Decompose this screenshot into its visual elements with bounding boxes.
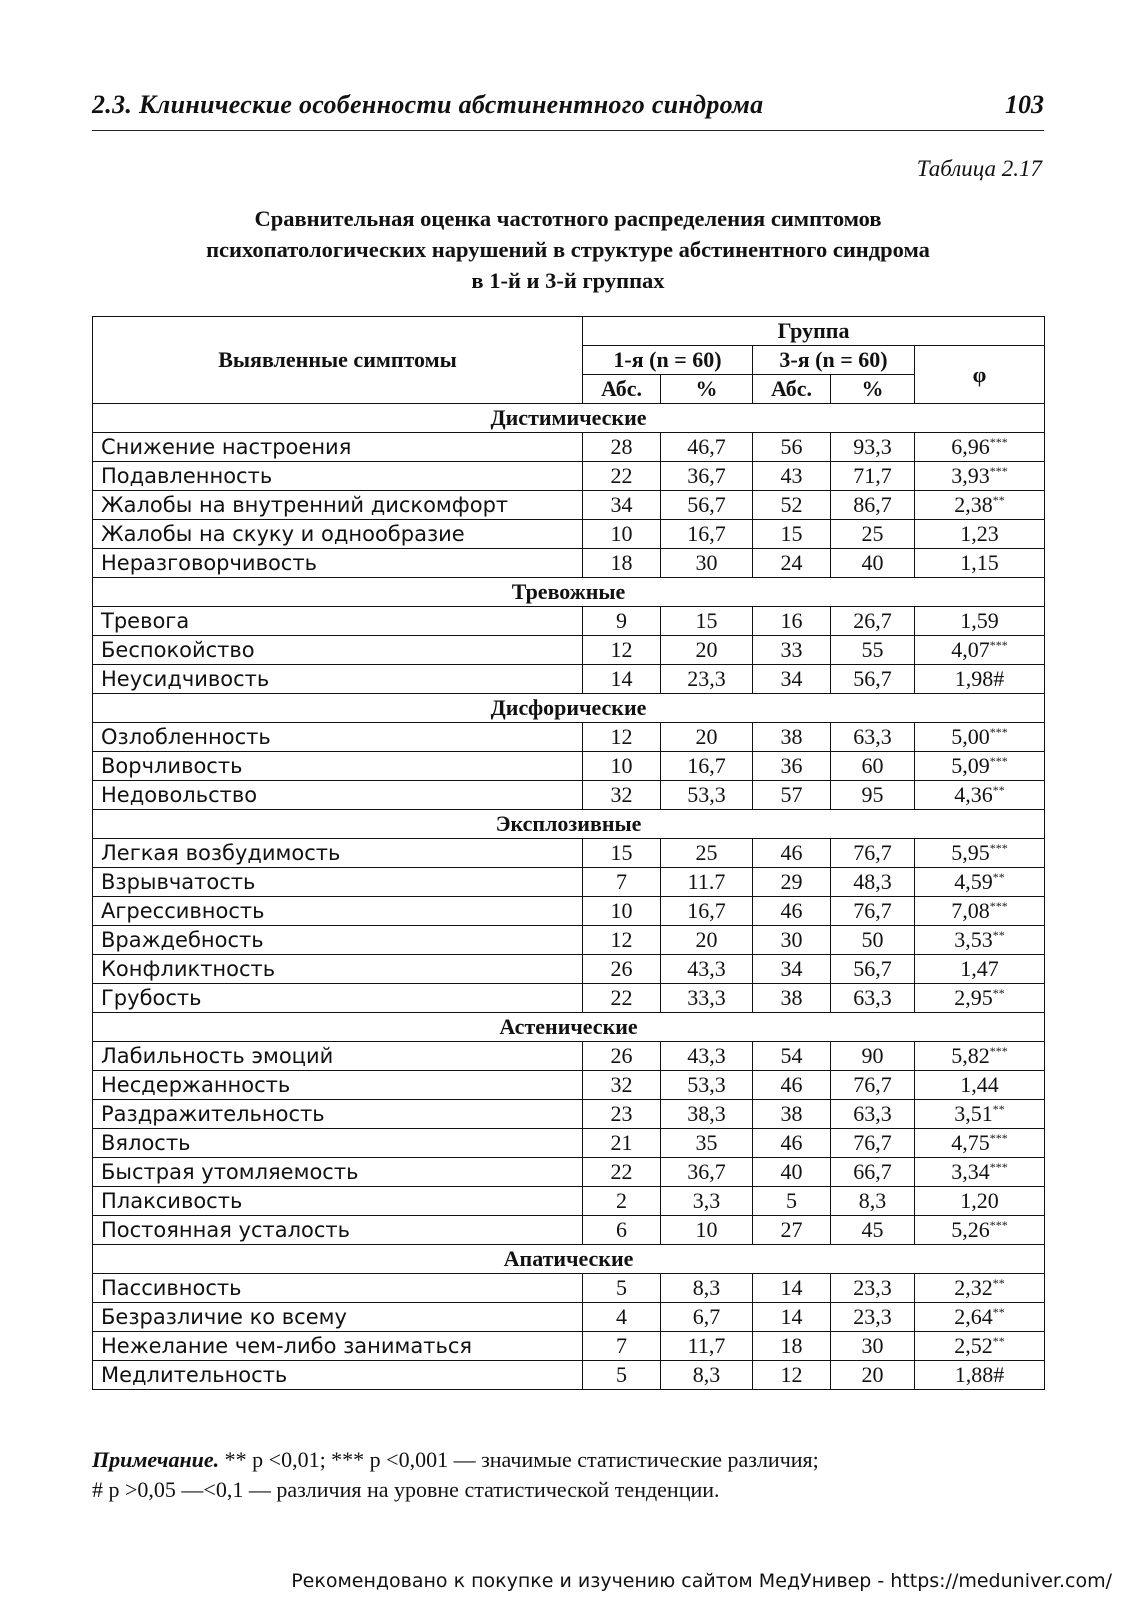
abs-3-cell: 14 (753, 1274, 831, 1303)
abs-1-cell: 12 (583, 926, 661, 955)
significance-mark: ** (992, 928, 1005, 942)
phi-cell (915, 1100, 1045, 1129)
footer-watermark: Рекомендовано к покупке и изучению сайтом МедУнивер - https://meduniver.com/ (291, 1570, 1112, 1592)
pct-3-cell: 76,7 (831, 839, 915, 868)
pct-3-cell: 63,3 (831, 984, 915, 1013)
pct-1-cell: 20 (661, 926, 753, 955)
pct-1-cell: 43,3 (661, 955, 753, 984)
abs-1-cell: 14 (583, 665, 661, 694)
section-row (93, 1245, 1045, 1274)
phi-value: 5,09 (951, 753, 990, 778)
abs-1-cell: 34 (583, 491, 661, 520)
phi-value: 5,26 (951, 1217, 990, 1242)
pct-1-cell: 53,3 (661, 1071, 753, 1100)
phi-cell (915, 1303, 1045, 1332)
pct-1-cell: 43,3 (661, 1042, 753, 1071)
table-row (93, 1187, 1045, 1216)
abs-1-cell: 10 (583, 897, 661, 926)
pct-3-cell: 66,7 (831, 1158, 915, 1187)
pct-3-cell: 95 (831, 781, 915, 810)
significance-mark: ** (992, 986, 1005, 1000)
table-row (93, 665, 1045, 694)
abs-3-cell: 12 (753, 1361, 831, 1390)
significance-mark: *** (989, 725, 1008, 739)
pct-1-cell: 33,3 (661, 984, 753, 1013)
significance-mark: *** (989, 899, 1008, 913)
table-row (93, 433, 1045, 462)
table-row (93, 520, 1045, 549)
phi-cell (915, 868, 1045, 897)
abs-1-cell: 26 (583, 1042, 661, 1071)
running-header (92, 90, 1044, 131)
abs-1-cell: 10 (583, 752, 661, 781)
abs-3-cell: 33 (753, 636, 831, 665)
phi-value: 3,51 (954, 1101, 993, 1126)
abs-1-cell: 26 (583, 955, 661, 984)
header-group: Группа (583, 317, 1045, 346)
abs-3-cell: 46 (753, 897, 831, 926)
phi-cell (915, 839, 1045, 868)
significance-mark: ** (992, 870, 1005, 884)
abs-1-cell: 18 (583, 549, 661, 578)
phi-cell (915, 1332, 1045, 1361)
table-row (93, 549, 1045, 578)
section-title: Апатические (93, 1245, 1045, 1274)
symptom-cell: Постоянная усталость (93, 1216, 583, 1245)
phi-value: 1,20 (960, 1188, 999, 1213)
pct-1-cell: 15 (661, 607, 753, 636)
table-row (93, 1100, 1045, 1129)
phi-cell (915, 926, 1045, 955)
phi-value: 4,07 (951, 637, 990, 662)
pct-3-cell: 76,7 (831, 1129, 915, 1158)
phi-cell (915, 665, 1045, 694)
significance-mark: ** (992, 493, 1005, 507)
symptoms-table (92, 316, 1045, 1390)
pct-1-cell: 8,3 (661, 1361, 753, 1390)
phi-value: 6,96 (951, 434, 990, 459)
symptom-cell: Неусидчивость (93, 665, 583, 694)
symptom-cell: Неразговорчивость (93, 549, 583, 578)
abs-3-cell: 14 (753, 1303, 831, 1332)
phi-value: 3,53 (954, 927, 993, 952)
significance-mark: *** (989, 464, 1008, 478)
phi-cell (915, 607, 1045, 636)
header-abs: Абс. (583, 375, 661, 404)
significance-mark: *** (989, 754, 1008, 768)
abs-3-cell: 38 (753, 984, 831, 1013)
symptom-cell: Легкая возбудимость (93, 839, 583, 868)
table-row (93, 491, 1045, 520)
pct-3-cell: 8,3 (831, 1187, 915, 1216)
pct-3-cell: 48,3 (831, 868, 915, 897)
caption-line: в 1-й и 3-й группах (471, 268, 665, 293)
phi-cell (915, 1158, 1045, 1187)
header-phi: φ (915, 346, 1045, 404)
section-row (93, 694, 1045, 723)
section-title: Эксплозивные (93, 810, 1045, 839)
pct-1-cell: 6,7 (661, 1303, 753, 1332)
symptom-cell: Недовольство (93, 781, 583, 810)
pct-1-cell: 36,7 (661, 462, 753, 491)
header-group-3: 3-я (n = 60) (753, 346, 915, 375)
abs-1-cell: 12 (583, 636, 661, 665)
abs-1-cell: 22 (583, 984, 661, 1013)
pct-1-cell: 38,3 (661, 1100, 753, 1129)
abs-1-cell: 6 (583, 1216, 661, 1245)
table-row (93, 955, 1045, 984)
pct-3-cell: 90 (831, 1042, 915, 1071)
table-row (93, 1216, 1045, 1245)
abs-1-cell: 7 (583, 1332, 661, 1361)
symptom-cell: Грубость (93, 984, 583, 1013)
abs-3-cell: 54 (753, 1042, 831, 1071)
phi-cell (915, 462, 1045, 491)
phi-value: 2,64 (954, 1304, 993, 1329)
abs-3-cell: 34 (753, 955, 831, 984)
table-row (93, 1042, 1045, 1071)
phi-cell (915, 1071, 1045, 1100)
pct-3-cell: 60 (831, 752, 915, 781)
significance-mark: *** (989, 1044, 1008, 1058)
phi-value: 1,98# (954, 666, 1005, 691)
significance-mark: *** (989, 638, 1008, 652)
pct-3-cell: 30 (831, 1332, 915, 1361)
table-row (93, 1361, 1045, 1390)
pct-1-cell: 11.7 (661, 868, 753, 897)
abs-1-cell: 15 (583, 839, 661, 868)
abs-3-cell: 5 (753, 1187, 831, 1216)
phi-cell (915, 1042, 1045, 1071)
phi-value: 5,95 (951, 840, 990, 865)
symptom-cell: Несдержанность (93, 1071, 583, 1100)
header-symptoms: Выявленные симптомы (93, 317, 583, 404)
phi-cell (915, 1274, 1045, 1303)
phi-value: 5,82 (951, 1043, 990, 1068)
pct-3-cell: 23,3 (831, 1303, 915, 1332)
abs-1-cell: 5 (583, 1274, 661, 1303)
pct-1-cell: 35 (661, 1129, 753, 1158)
phi-cell (915, 549, 1045, 578)
pct-3-cell: 25 (831, 520, 915, 549)
pct-1-cell: 46,7 (661, 433, 753, 462)
abs-1-cell: 10 (583, 520, 661, 549)
symptom-cell: Вялость (93, 1129, 583, 1158)
table-row (93, 781, 1045, 810)
phi-cell (915, 636, 1045, 665)
table-note (92, 1445, 1052, 1505)
symptom-cell: Плаксивость (93, 1187, 583, 1216)
symptom-cell: Нежелание чем-либо заниматься (93, 1332, 583, 1361)
table-row (93, 1332, 1045, 1361)
phi-cell (915, 955, 1045, 984)
pct-3-cell: 50 (831, 926, 915, 955)
table-number: Таблица 2.17 (916, 156, 1042, 181)
abs-1-cell: 9 (583, 607, 661, 636)
section-title: Астенические (93, 1013, 1045, 1042)
symptom-cell: Быстрая утомляемость (93, 1158, 583, 1187)
header-group-1: 1-я (n = 60) (583, 346, 753, 375)
phi-value: 1,59 (960, 608, 999, 633)
table-row (93, 926, 1045, 955)
abs-1-cell: 28 (583, 433, 661, 462)
phi-value: 4,36 (954, 782, 993, 807)
pct-1-cell: 25 (661, 839, 753, 868)
note-text-1: ** p <0,01; *** p <0,001 — значимые статистические различия; (219, 1447, 819, 1472)
symptom-cell: Жалобы на внутренний дискомфорт (93, 491, 583, 520)
abs-3-cell: 34 (753, 665, 831, 694)
header-pct: % (661, 375, 753, 404)
pct-3-cell: 63,3 (831, 1100, 915, 1129)
symptom-cell: Раздражительность (93, 1100, 583, 1129)
symptom-cell: Пассивность (93, 1274, 583, 1303)
table-row (93, 607, 1045, 636)
note-line-1 (92, 1445, 1052, 1475)
symptom-cell: Беспокойство (93, 636, 583, 665)
symptom-cell: Конфликтность (93, 955, 583, 984)
pct-3-cell: 71,7 (831, 462, 915, 491)
phi-value: 1,47 (960, 956, 999, 981)
phi-cell (915, 1361, 1045, 1390)
symptom-cell: Снижение настроения (93, 433, 583, 462)
abs-3-cell: 18 (753, 1332, 831, 1361)
abs-1-cell: 22 (583, 462, 661, 491)
table-row (93, 636, 1045, 665)
abs-3-cell: 36 (753, 752, 831, 781)
table-row (93, 897, 1045, 926)
phi-cell (915, 752, 1045, 781)
table-row (93, 1303, 1045, 1332)
phi-value: 2,38 (954, 492, 993, 517)
table-row (93, 1071, 1045, 1100)
pct-1-cell: 16,7 (661, 752, 753, 781)
abs-3-cell: 16 (753, 607, 831, 636)
abs-1-cell: 21 (583, 1129, 661, 1158)
pct-3-cell: 93,3 (831, 433, 915, 462)
significance-mark: ** (992, 1102, 1005, 1116)
pct-3-cell: 45 (831, 1216, 915, 1245)
pct-1-cell: 23,3 (661, 665, 753, 694)
table-row (93, 1129, 1045, 1158)
pct-3-cell: 86,7 (831, 491, 915, 520)
section-row (93, 810, 1045, 839)
pct-3-cell: 20 (831, 1361, 915, 1390)
pct-3-cell: 63,3 (831, 723, 915, 752)
header-pct: % (831, 375, 915, 404)
significance-mark: *** (989, 435, 1008, 449)
abs-3-cell: 38 (753, 723, 831, 752)
table-row (93, 1158, 1045, 1187)
pct-1-cell: 30 (661, 549, 753, 578)
phi-cell (915, 1129, 1045, 1158)
symptom-cell: Враждебность (93, 926, 583, 955)
pct-3-cell: 76,7 (831, 1071, 915, 1100)
pct-1-cell: 20 (661, 636, 753, 665)
pct-1-cell: 8,3 (661, 1274, 753, 1303)
table-row (93, 984, 1045, 1013)
symptom-cell: Лабильность эмоций (93, 1042, 583, 1071)
pct-1-cell: 16,7 (661, 897, 753, 926)
abs-1-cell: 4 (583, 1303, 661, 1332)
symptom-cell: Агрессивность (93, 897, 583, 926)
phi-cell (915, 897, 1045, 926)
symptom-cell: Подавленность (93, 462, 583, 491)
abs-1-cell: 23 (583, 1100, 661, 1129)
section-row (93, 404, 1045, 433)
phi-cell (915, 433, 1045, 462)
pct-3-cell: 56,7 (831, 665, 915, 694)
section-row (93, 578, 1045, 607)
significance-mark: ** (992, 1334, 1005, 1348)
significance-mark: *** (989, 1160, 1008, 1174)
significance-mark: ** (992, 783, 1005, 797)
abs-3-cell: 15 (753, 520, 831, 549)
phi-value: 1,23 (960, 521, 999, 546)
phi-value: 3,34 (951, 1159, 990, 1184)
pct-1-cell: 20 (661, 723, 753, 752)
significance-mark: *** (989, 1131, 1008, 1145)
phi-value: 2,52 (954, 1333, 993, 1358)
abs-3-cell: 52 (753, 491, 831, 520)
symptom-cell: Медлительность (93, 1361, 583, 1390)
pct-1-cell: 16,7 (661, 520, 753, 549)
pct-1-cell: 10 (661, 1216, 753, 1245)
symptom-cell: Озлобленность (93, 723, 583, 752)
table-row (93, 723, 1045, 752)
abs-3-cell: 46 (753, 839, 831, 868)
phi-value: 4,75 (951, 1130, 990, 1155)
abs-3-cell: 40 (753, 1158, 831, 1187)
symptom-cell: Ворчливость (93, 752, 583, 781)
significance-mark: ** (992, 1305, 1005, 1319)
abs-3-cell: 57 (753, 781, 831, 810)
abs-1-cell: 12 (583, 723, 661, 752)
phi-value: 1,15 (960, 550, 999, 575)
section-title: Тревожные (93, 578, 1045, 607)
table-body (93, 404, 1045, 1390)
abs-1-cell: 2 (583, 1187, 661, 1216)
abs-3-cell: 27 (753, 1216, 831, 1245)
pct-3-cell: 55 (831, 636, 915, 665)
caption-line: Сравнительная оценка частотного распределения симптомов (254, 206, 882, 231)
phi-value: 4,59 (954, 869, 993, 894)
abs-3-cell: 30 (753, 926, 831, 955)
symptom-cell: Взрывчатость (93, 868, 583, 897)
page-number: 103 (1005, 90, 1044, 119)
phi-value: 2,95 (954, 985, 993, 1010)
abs-3-cell: 43 (753, 462, 831, 491)
significance-mark: ** (992, 1276, 1005, 1290)
abs-1-cell: 7 (583, 868, 661, 897)
note-text-2: # p >0,05 —<0,1 — различия на уровне статистической тенденции. (92, 1477, 720, 1502)
abs-3-cell: 46 (753, 1129, 831, 1158)
note-label: Примечание. (92, 1447, 220, 1472)
pct-3-cell: 26,7 (831, 607, 915, 636)
phi-value: 7,08 (951, 898, 990, 923)
phi-cell (915, 781, 1045, 810)
phi-cell (915, 1216, 1045, 1245)
symptom-cell: Тревога (93, 607, 583, 636)
section-title: Дисфорические (93, 694, 1045, 723)
header-abs: Абс. (753, 375, 831, 404)
section-title: 2.3. Клинические особенности абстинентного синдрома (92, 90, 764, 119)
significance-mark: *** (989, 841, 1008, 855)
pct-1-cell: 56,7 (661, 491, 753, 520)
abs-1-cell: 32 (583, 1071, 661, 1100)
phi-value: 2,32 (954, 1275, 993, 1300)
pct-3-cell: 56,7 (831, 955, 915, 984)
pct-1-cell: 36,7 (661, 1158, 753, 1187)
abs-3-cell: 24 (753, 549, 831, 578)
abs-1-cell: 5 (583, 1361, 661, 1390)
caption-line: психопатологических нарушений в структуре абстинентного синдрома (206, 237, 930, 262)
pct-3-cell: 40 (831, 549, 915, 578)
phi-cell (915, 1187, 1045, 1216)
phi-value: 5,00 (951, 724, 990, 749)
pct-1-cell: 11,7 (661, 1332, 753, 1361)
abs-3-cell: 29 (753, 868, 831, 897)
pct-1-cell: 53,3 (661, 781, 753, 810)
table-caption (92, 203, 1044, 296)
section-row (93, 1013, 1045, 1042)
abs-1-cell: 22 (583, 1158, 661, 1187)
section-title: Дистимические (93, 404, 1045, 433)
table-row (93, 752, 1045, 781)
phi-cell (915, 520, 1045, 549)
phi-value: 1,44 (960, 1072, 999, 1097)
table-row (93, 1274, 1045, 1303)
phi-cell (915, 723, 1045, 752)
table-row (93, 462, 1045, 491)
phi-value: 1,88# (954, 1362, 1005, 1387)
abs-3-cell: 46 (753, 1071, 831, 1100)
table-row (93, 839, 1045, 868)
abs-3-cell: 56 (753, 433, 831, 462)
phi-value: 3,93 (951, 463, 990, 488)
table-row (93, 868, 1045, 897)
symptom-cell: Безразличие ко всему (93, 1303, 583, 1332)
significance-mark: *** (989, 1218, 1008, 1232)
symptom-cell: Жалобы на скуку и однообразие (93, 520, 583, 549)
pct-3-cell: 76,7 (831, 897, 915, 926)
abs-3-cell: 38 (753, 1100, 831, 1129)
phi-cell (915, 984, 1045, 1013)
pct-3-cell: 23,3 (831, 1274, 915, 1303)
phi-cell (915, 491, 1045, 520)
pct-1-cell: 3,3 (661, 1187, 753, 1216)
abs-1-cell: 32 (583, 781, 661, 810)
